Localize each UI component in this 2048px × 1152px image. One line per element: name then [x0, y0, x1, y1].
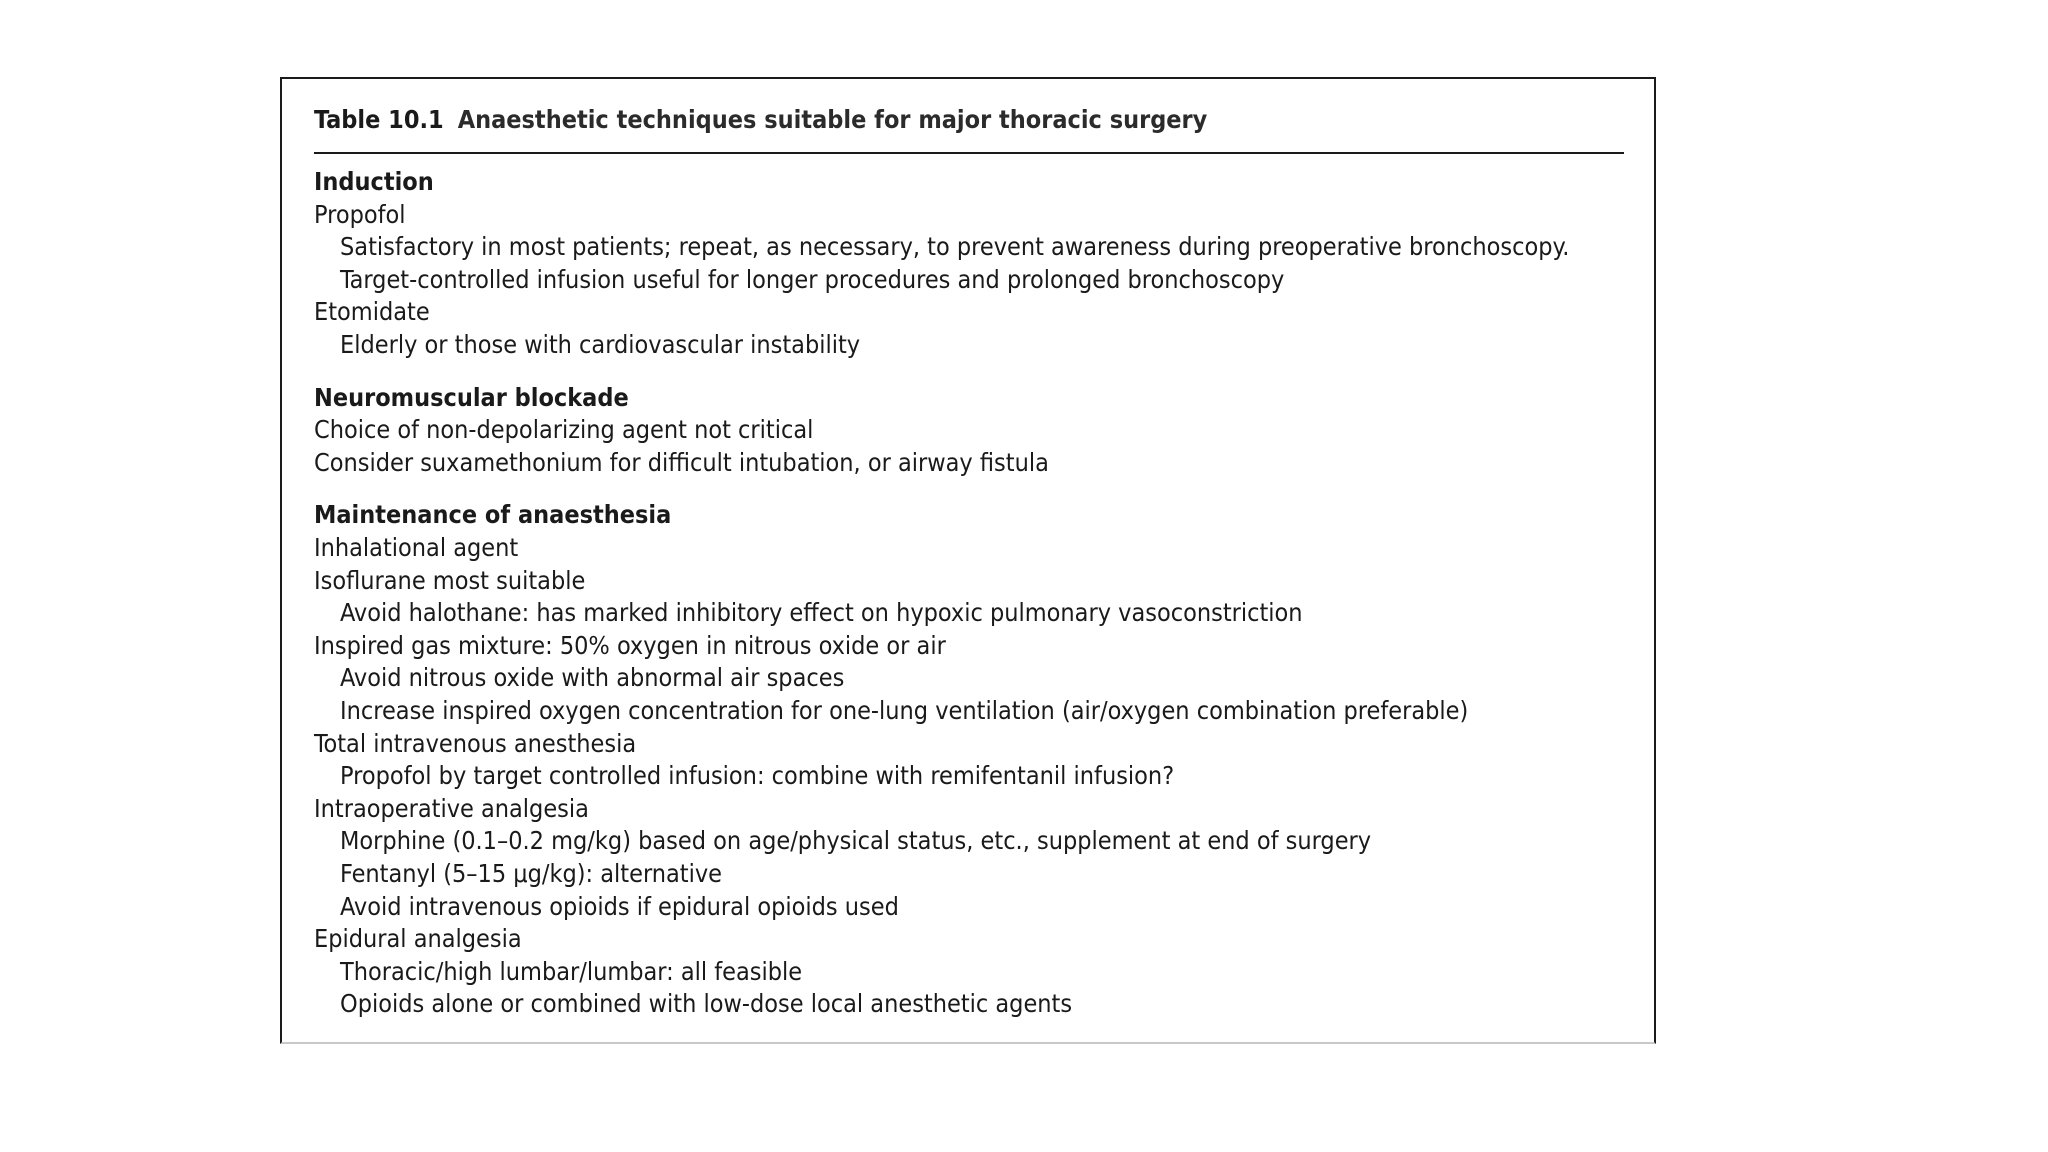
table-entry: Epidural analgesia: [314, 924, 522, 954]
table-subentry: Thoracic/high lumbar/lumbar: all feasible: [340, 956, 803, 986]
table-entry: Choice of non-depolarizing agent not critical: [314, 415, 814, 445]
table-subentry: Opioids alone or combined with low-dose local anesthetic agents: [340, 989, 1073, 1019]
table-caption: [314, 105, 1207, 135]
table-entry: Total intravenous anesthesia: [314, 728, 637, 758]
section-heading: Induction: [314, 167, 434, 196]
table-subentry: Elderly or those with cardiovascular instability: [340, 330, 861, 359]
table-frame: [280, 77, 1656, 1044]
table-subentry: Propofol by target controlled infusion: combine with remifentanil infusion?: [340, 761, 1175, 791]
table-entry: Inspired gas mixture: 50% oxygen in nitrous oxide or air: [314, 630, 946, 660]
table-entry: Propofol: [314, 199, 406, 229]
table-subentry: Morphine (0.1–0.2 mg/kg) based on age/physical status, etc., supplement at end of surgery: [340, 826, 1372, 856]
table-entry: Etomidate: [314, 297, 430, 327]
section-heading: Maintenance of anaesthesia: [314, 500, 672, 530]
table-entry: Inhalational agent: [314, 533, 519, 562]
table-number: Table 10.1: [314, 105, 444, 134]
caption-rule: [314, 152, 1624, 154]
table-subentry: Target-controlled infusion useful for longer procedures and prolonged bronchoscopy: [340, 264, 1285, 294]
table-subentry: Avoid intravenous opioids if epidural opioids used: [340, 891, 899, 921]
table-subentry: Avoid nitrous oxide with abnormal air spaces: [340, 663, 845, 693]
table-entry: Isoflurane most suitable: [314, 565, 586, 595]
table-entry: Intraoperative analgesia: [314, 793, 589, 823]
table-subentry: Satisfactory in most patients; repeat, as necessary, to prevent awareness during preoperative bronchoscopy.: [340, 232, 1570, 262]
table-title: Anaesthetic techniques suitable for major thoracic surgery: [457, 105, 1208, 134]
table-subentry: Avoid halothane: has marked inhibitory effect on hypoxic pulmonary vasoconstriction: [340, 598, 1303, 628]
table-entry: Consider suxamethonium for difficult intubation, or airway fistula: [314, 447, 1049, 477]
table-subentry: Increase inspired oxygen concentration for one-lung ventilation (air/oxygen combination preferable): [340, 696, 1469, 725]
table-subentry: Fentanyl (5–15 μg/kg): alternative: [340, 859, 723, 888]
section-heading: Neuromuscular blockade: [314, 382, 629, 412]
